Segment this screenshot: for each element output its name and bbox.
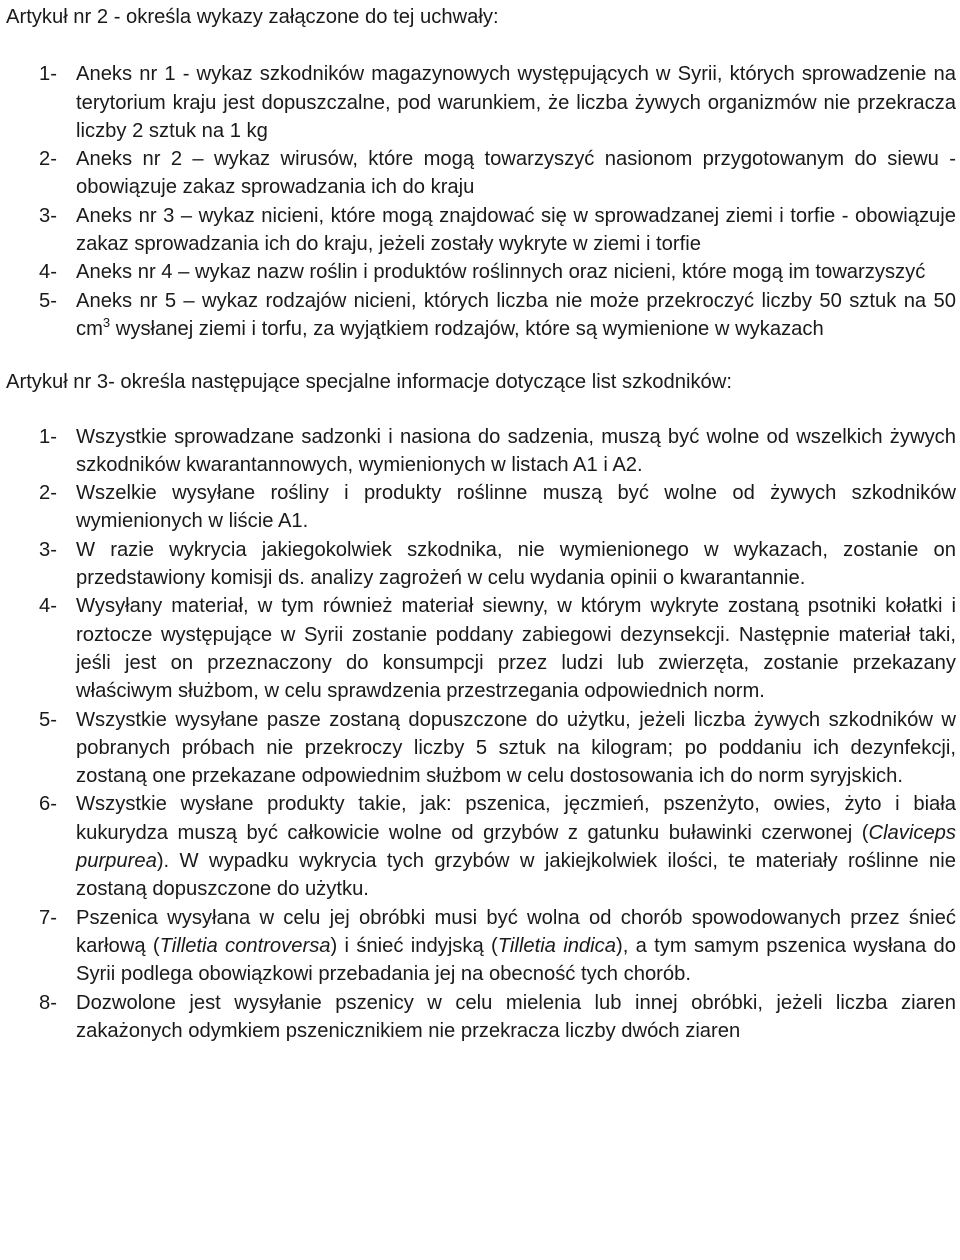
item-number: 7- (39, 906, 57, 929)
item-text-part: ) i śnieć indyjską ( (330, 934, 498, 957)
item-text-part: Wszystkie wysłane produkty takie, jak: pszenica, jęczmień, pszenżyto, owies, żyto i biała kukurydza muszą być całkowicie wolne od grzybów z gatunku buławinki czerwonej ( (76, 793, 956, 844)
species-name-italic: Claviceps purpurea (76, 821, 956, 873)
item-text-part: Pszenica wysyłana w celu jej obróbki musi być wolna od chorób spowodowanych przez śnieć karłową ( (76, 906, 956, 957)
list-item (6, 989, 956, 1046)
list-item (6, 60, 956, 145)
list-item (6, 287, 956, 344)
article-3-heading: Artykuł nr 3- określa następujące specjalne informacje dotyczące list szkodników: (6, 371, 732, 394)
item-number: 2- (39, 482, 57, 505)
item-text: Aneks nr 4 – wykaz nazw roślin i produktów roślinnych oraz nicieni, które mogą im towarzyszyć (76, 261, 926, 284)
item-number: 2- (39, 148, 57, 171)
item-text (76, 287, 956, 344)
superscript-cubic: 3 (102, 314, 111, 330)
list-item (6, 423, 956, 480)
species-name-italic: Tilletia indica (497, 934, 616, 957)
item-number: 4- (39, 595, 57, 618)
item-text-part: wysłanej ziemi i torfu, za wyjątkiem rodzajów, które są wymienione w wykazach (110, 317, 824, 340)
list-item (6, 145, 956, 202)
item-number: 5- (39, 289, 57, 312)
item-text: Dozwolone jest wysyłanie pszenicy w celu mielenia lub innej obróbki, jeżeli liczba ziaren zakażonych odymkiem pszenicznikiem nie przekracza liczby dwóch ziaren (76, 991, 956, 1042)
item-text: Aneks nr 2 – wykaz wirusów, które mogą towarzyszyć nasionom przygotowanym do siewu - obowiązuje zakaz sprowadzania ich do kraju (76, 148, 956, 199)
item-number: 3- (39, 204, 57, 227)
item-text-part: Aneks nr 5 – wykaz rodzajów nicieni, których liczba nie może przekroczyć liczby 50 sztuk na 50 cm (76, 289, 956, 340)
list-item (6, 592, 956, 705)
item-text: Wysyłany materiał, w tym również materiał siewny, w którym wykryte zostaną psotniki kołatki i roztocze występujące w Syrii zostanie poddany zabiegowi dezynsekcji. Następnie materiał taki, jeśli jest on przeznaczony do konsumpcji przez ludzi lub zwierzęta, zostanie przekazany właściwym służbom, w celu sprawdzenia przestrzegania odpowiednich norm. (76, 595, 956, 703)
item-text (76, 790, 956, 903)
item-number: 1- (39, 425, 57, 448)
item-text-part: ). W wypadku wykrycia tych grzybów w jakiejkolwiek ilości, te materiały roślinne nie zostaną dopuszczone do użytku. (76, 850, 956, 901)
article-2-heading: Artykuł nr 2 - określa wykazy załączone do tej uchwały: (6, 6, 499, 28)
item-text: Aneks nr 3 – wykaz nicieni, które mogą znajdować się w sprowadzanej ziemi i torfie - obowiązuje zakaz sprowadzania ich do kraju, jeżeli zostały wykryte w ziemi i torfie (76, 204, 956, 256)
item-text: Wszelkie wysyłane rośliny i produkty roślinne muszą być wolne od żywych szkodników wymienionych w liście A1. (76, 482, 956, 533)
item-text: W razie wykrycia jakiegokolwiek szkodnika, nie wymienionego w wykazach, zostanie on przedstawiony komisji ds. analizy zagrożeń w celu wydania opinii o kwarantannie. (76, 538, 956, 590)
list-item (6, 536, 956, 593)
item-number: 5- (39, 708, 57, 731)
item-text: Aneks nr 1 - wykaz szkodników magazynowych występujących w Syrii, których sprowadzenie na terytorium kraju jest dopuszczalne, pod warunkiem, że liczba żywych organizmów nie przekracza liczby 2 sztuk na 1 kg (76, 63, 956, 142)
list-item (6, 904, 956, 989)
item-text-part: ), a tym samym pszenica wysłana do Syrii podlega obowiązkowi przebadania jej na obecność tych chorób. (76, 934, 956, 986)
item-text (76, 904, 956, 989)
species-name-italic: Tilletia controversa (159, 934, 331, 957)
item-number: 8- (39, 991, 57, 1014)
article-3-list (6, 423, 956, 1046)
list-item (6, 258, 956, 286)
article-2-list (6, 60, 956, 343)
item-number: 6- (39, 793, 57, 816)
list-item (6, 479, 956, 536)
list-item (6, 706, 956, 791)
list-item (6, 202, 956, 259)
item-text: Wszystkie wysyłane pasze zostaną dopuszczone do użytku, jeżeli liczba żywych szkodników w pobranych próbach nie przekroczy liczby 5 sztuk na kilogram; po poddaniu ich dezynfekcji, zostaną one przekazane odpowiednim służbom w celu dostosowania ich do norm syryjskich. (76, 708, 956, 788)
item-number: 1- (39, 63, 57, 86)
list-item (6, 790, 956, 903)
item-number: 4- (39, 261, 57, 284)
item-number: 3- (39, 538, 57, 561)
item-text: Wszystkie sprowadzane sadzonki i nasiona do sadzenia, muszą być wolne od wszelkich żywych szkodników kwarantannowych, wymienionych w listach A1 i A2. (76, 425, 956, 476)
